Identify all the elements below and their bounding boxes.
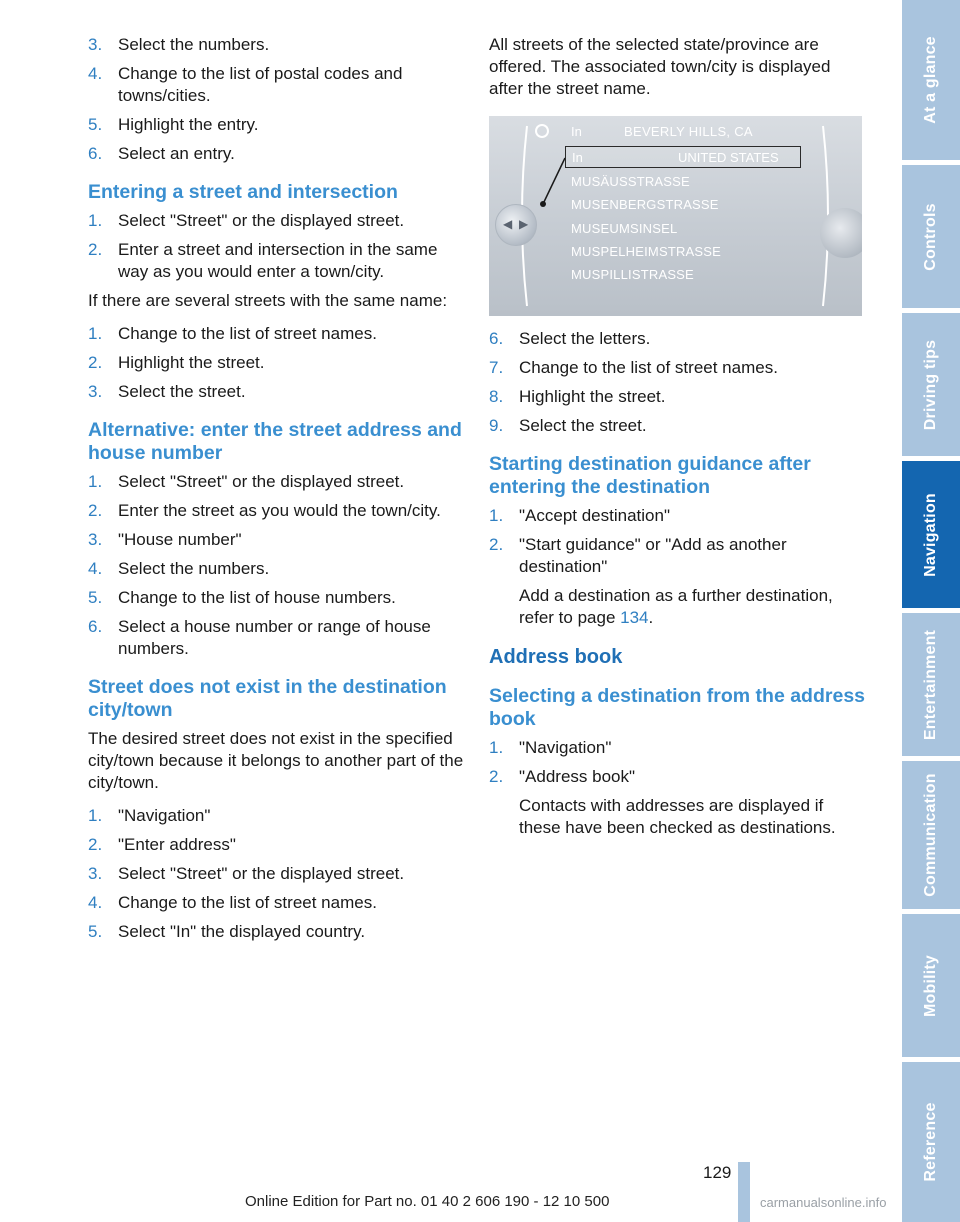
heading-not-exist: Street does not exist in the destination city/town — [88, 676, 447, 721]
right-column — [489, 34, 865, 846]
list-item: 6. Select an entry. — [88, 144, 235, 163]
list-item: 1. "Accept destination" — [489, 506, 670, 525]
list-item: 1. "Navigation" — [489, 738, 612, 757]
list-item: 6. Select the letters. — [489, 329, 651, 348]
list-item: 4. Select the numbers. — [88, 559, 270, 578]
screen-list-item: MUSENBERGSTRASSE — [571, 197, 719, 212]
add-destination-note: Add a destination as a further destination, refer to page 134. — [519, 586, 833, 627]
footer-edition: Online Edition for Part no. 01 40 2 606 190 - 12 10 500 — [245, 1193, 610, 1210]
contacts-note: Contacts with addresses are displayed if these have been checked as destinations. — [519, 796, 836, 837]
page-reference-link[interactable]: 134 — [620, 608, 649, 627]
list-item: 1. Select "Street" or the displayed street. — [88, 472, 405, 491]
paragraph-streets: All streets of the selected state/province are offered. The associated town/city is displayed after the street name. — [489, 35, 831, 98]
navigation-screen-image — [489, 116, 862, 316]
paragraph-same-name: If there are several streets with the same name: — [88, 291, 448, 310]
screen-in-label: In — [571, 124, 582, 139]
left-column — [88, 34, 466, 950]
list-item: 4. Change to the list of street names. — [88, 893, 377, 912]
tab-at-a-glance[interactable]: At a glance — [902, 0, 960, 160]
list-item: 2. Highlight the street. — [88, 353, 265, 372]
arrow-right-icon: ▶ — [519, 217, 529, 231]
screen-header — [529, 120, 822, 144]
heading-intersection: Entering a street and intersection — [88, 181, 398, 203]
list-item: 5. Highlight the entry. — [88, 115, 259, 134]
list-item: 8. Highlight the street. — [489, 387, 666, 406]
screen-list-item: MUSÄUSSTRASSE — [571, 174, 690, 189]
tab-navigation[interactable]: Navigation — [902, 461, 960, 608]
tab-mobility[interactable]: Mobility — [902, 914, 960, 1057]
controller-knob-right — [820, 208, 862, 258]
list-item: 3. Select the numbers. — [88, 35, 270, 54]
screen-selected-entry: In UNITED STATES — [565, 146, 801, 168]
page-number: 129 — [703, 1163, 732, 1182]
tab-driving-tips[interactable]: Driving tips — [902, 313, 960, 456]
list-item: 5. Change to the list of house numbers. — [88, 588, 396, 607]
list-item: 1. "Navigation" — [88, 806, 211, 825]
screen-list-item: MUSEUMSINSEL — [571, 221, 678, 236]
list-item: 2. "Enter address" — [88, 835, 236, 854]
magnifier-icon — [535, 124, 549, 138]
tab-entertainment[interactable]: Entertainment — [902, 613, 960, 756]
list-item: 3. "House number" — [88, 530, 242, 549]
watermark: carmanualsonline.info — [760, 1195, 887, 1210]
paragraph-not-exist: The desired street does not exist in the specified city/town because it belongs to another part of the city/town. — [88, 729, 464, 792]
heading-alternative: Alternative: enter the street address and house number — [88, 419, 462, 464]
list-item: 3. Select "Street" or the displayed street. — [88, 864, 405, 883]
arrow-left-icon: ◀ — [503, 217, 513, 231]
chapter-tabs — [902, 0, 960, 1222]
list-item: 1. Change to the list of street names. — [88, 324, 377, 343]
screen-city: BEVERLY HILLS, CA — [624, 124, 753, 139]
list-item: 2. Enter the street as you would the town/city. — [88, 501, 441, 520]
controller-knob-left — [495, 204, 537, 246]
list-item: 4. Change to the list of postal codes and towns/cities. — [88, 64, 403, 105]
list-item: 5. Select "In" the displayed country. — [88, 922, 366, 941]
screen-list-item: MUSPELHEIMSTRASSE — [571, 244, 722, 259]
list-item: 2. "Start guidance" or "Add as another destination" — [489, 535, 787, 576]
list-item: 2. "Address book" — [489, 767, 636, 786]
tab-communication[interactable]: Communication — [902, 761, 960, 909]
tab-controls[interactable]: Controls — [902, 165, 960, 308]
list-item: 3. Select the street. — [88, 382, 246, 401]
heading-address-book: Address book — [489, 646, 623, 668]
screen-list-item: MUSPILLISTRASSE — [571, 267, 694, 282]
page-number-bar — [738, 1162, 750, 1222]
heading-selecting-destination: Selecting a destination from the address book — [489, 685, 866, 730]
list-item: 1. Select "Street" or the displayed street. — [88, 211, 405, 230]
list-item: 9. Select the street. — [489, 416, 647, 435]
tab-reference[interactable]: Reference — [902, 1062, 960, 1222]
list-item: 2. Enter a street and intersection in the same way as you would enter a town/city. — [88, 240, 438, 281]
heading-starting-guidance: Starting destination guidance after entering the destination — [489, 453, 811, 498]
steps-a — [88, 34, 466, 165]
list-item: 7. Change to the list of street names. — [489, 358, 778, 377]
list-item: 6. Select a house number or range of house numbers. — [88, 617, 431, 658]
